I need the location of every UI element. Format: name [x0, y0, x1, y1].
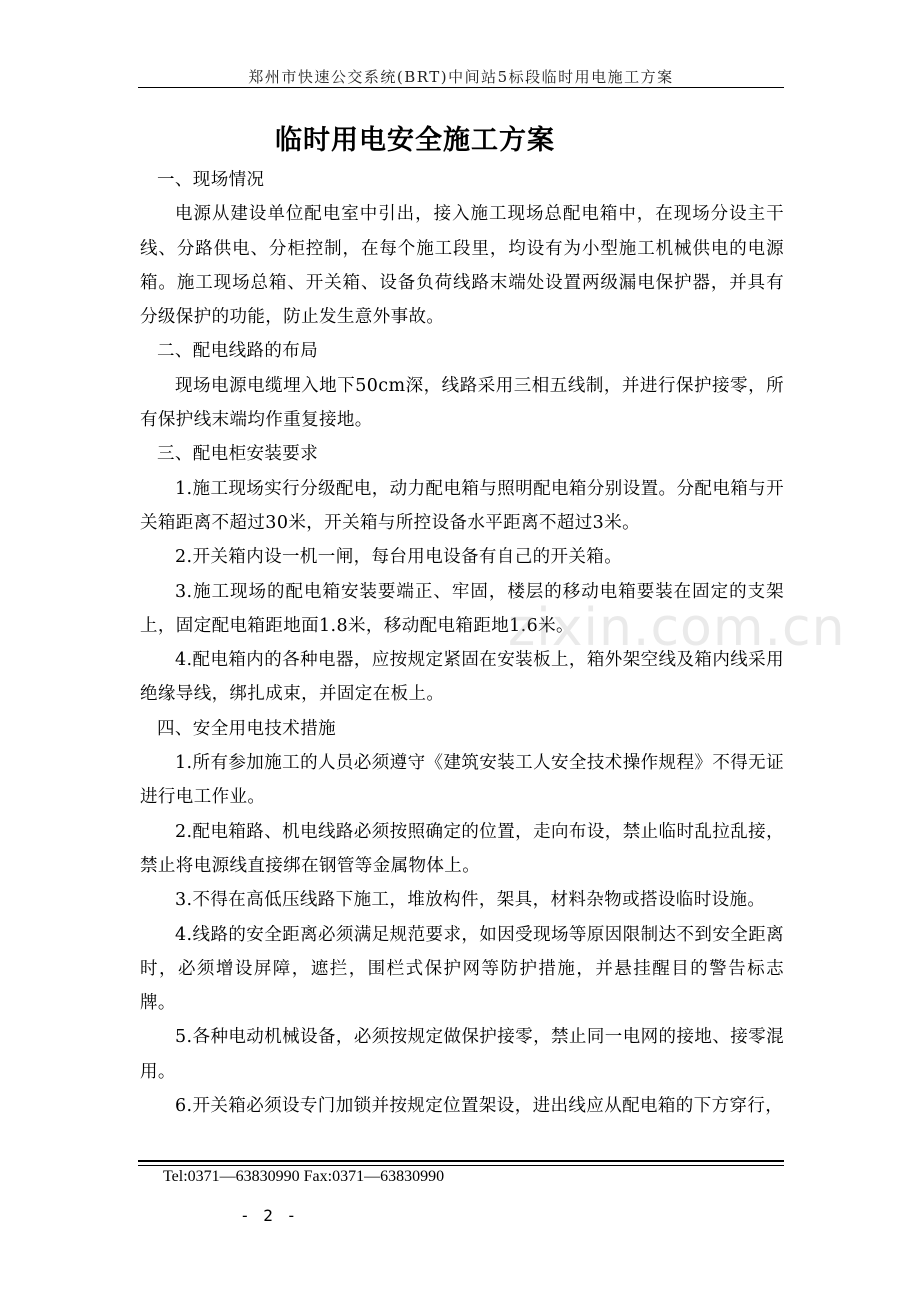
document-title: 临时用电安全施工方案	[275, 125, 555, 156]
paragraph: 4.线路的安全距离必须满足规范要求，如因受现场等原因限制达不到安全距离时，必须增设屏障，遮拦，围栏式保护网等防护措施，并悬挂醒目的警告标志牌。	[140, 924, 784, 1014]
section-heading: 二、配电线路的布局	[157, 341, 319, 362]
paragraph: 电源从建设单位配电室中引出，接入施工现场总配电箱中，在现场分设主干线、分路供电、分柜控制，在每个施工段里，均设有为小型施工机械供电的电源箱。施工现场总箱、开关箱、设备负荷线路末端处设置两级漏电保护器，并具有分级保护的功能，防止发生意外事故。	[140, 204, 784, 328]
paragraph: 现场电源电缆埋入地下50cm深，线路采用三相五线制，并进行保护接零，所有保护线末端均作重复接地。	[140, 375, 784, 431]
paragraph: 3.施工现场的配电箱安装要端正、牢固，楼层的移动电箱要装在固定的支架上，固定配电箱距地面1.8米，移动配电箱距地1.6米。	[140, 581, 784, 636]
paragraph: 1.所有参加施工的人员必须遵守《建筑安装工人安全技术操作规程》不得无证进行电工作业。	[140, 753, 784, 808]
section-heading: 四、安全用电技术措施	[157, 718, 336, 739]
paragraph: 4.配电箱内的各种电器，应按规定紧固在安装板上，箱外架空线及箱内线采用绝缘导线，绑扎成束，并固定在板上。	[140, 650, 784, 705]
paragraph: 3.不得在高低压线路下施工，堆放构件，架具，材料杂物或搭设临时设施。	[175, 890, 766, 911]
page-number: - 2 -	[240, 1206, 299, 1225]
paragraph: 2.配电箱路、机电线路必须按照确定的位置，走向布设，禁止临时乱拉乱接，禁止将电源线直接绑在钢管等金属物体上。	[140, 821, 784, 876]
paragraph: 1.施工现场实行分级配电，动力配电箱与照明配电箱分别设置。分配电箱与开关箱距离不超过30米，开关箱与所控设备水平距离不超过3米。	[140, 478, 784, 533]
paragraph: 6.开关箱必须设专门加锁并按规定位置架设，进出线应从配电箱的下方穿行，	[175, 1096, 784, 1117]
section-heading: 一、现场情况	[157, 170, 265, 190]
footer-rule-thin	[138, 1165, 784, 1166]
section-heading: 三、配电柜安装要求	[157, 444, 319, 465]
watermark: zixin.com.cn	[508, 598, 846, 658]
paragraph: 5.各种电动机械设备，必须按规定做保护接零，禁止同一电网的接地、接零混用。	[140, 1027, 784, 1082]
running-header: 郑州市快速公交系统(BRT)中间站5标段临时用电施工方案	[248, 68, 674, 86]
footer-contact: Tel:0371—63830990 Fax:0371—63830990	[163, 1168, 445, 1185]
footer-rule-thick	[138, 1160, 784, 1162]
paragraph: 2.开关箱内设一机一闸，每台用电设备有自己的开关箱。	[175, 547, 623, 568]
